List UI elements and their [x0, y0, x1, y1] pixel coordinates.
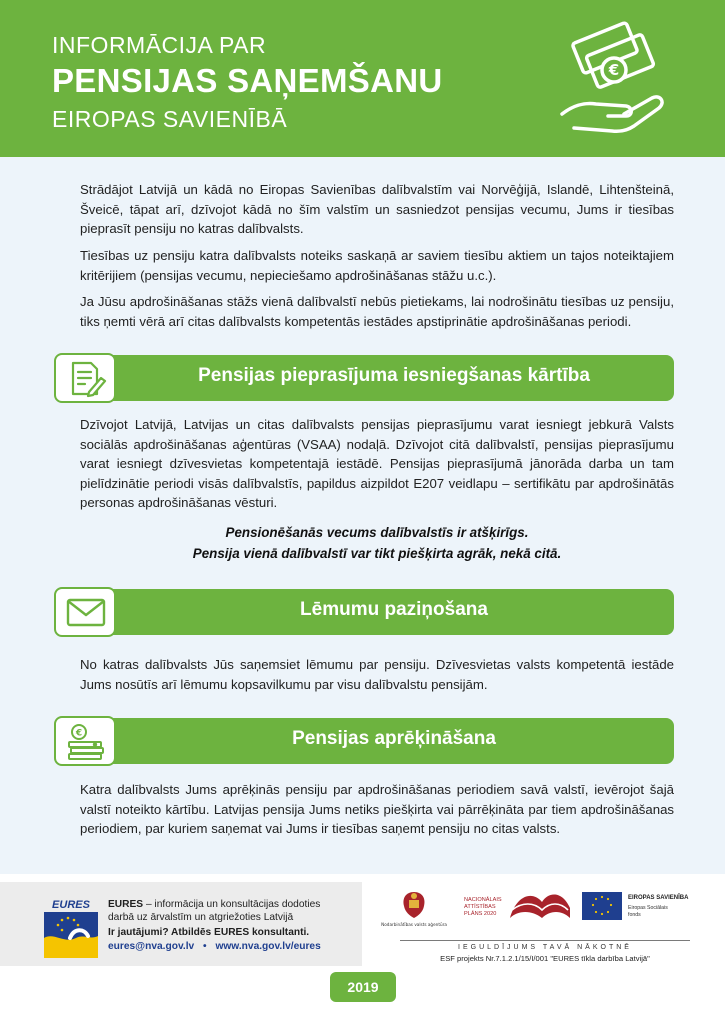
- section-icon-box: [54, 716, 116, 766]
- eures-description: [108, 898, 320, 924]
- money-stack-icon: [65, 723, 107, 761]
- eu-line-1: EIROPAS SAVIENĪBA: [628, 895, 689, 901]
- emphasis-line-1: Pensionēšanās vecums dalībvalstīs ir atšķirīgs.: [225, 525, 529, 540]
- eu-line-3: fonds: [628, 912, 641, 918]
- partner-logos: [381, 888, 698, 936]
- bullet-separator: •: [203, 941, 207, 952]
- svg-text:EURES: EURES: [52, 899, 90, 911]
- section-title: Pensijas pieprasījuma iesniegšanas kārtība: [198, 365, 590, 386]
- section-application-procedure: [54, 353, 674, 403]
- section-title: Lēmumu paziņošana: [300, 599, 488, 620]
- nap-line-3: PLĀNS 2020: [464, 911, 497, 917]
- section-3-text: Katra dalībvalsts Jums aprēķinās pensiju par apdrošināšanas periodiem savā valstī, ievērojot šajā valstī noteikto kārtību. Latvijas pensija Jums netiks piešķirta vai pārrēķināta par tiem apdrošināšanas periodiem, par kuriem saņemat vai Jums ir tiesības saņemt pensiju no citas valsts.: [80, 782, 674, 836]
- nva-crest-logo: [403, 892, 424, 918]
- emphasis-line-2: Pensija vienā dalībvalstī var tikt piešķirta agrāk, nekā citā.: [192, 546, 562, 561]
- section-decision-notification: [54, 587, 674, 637]
- nap-line-2: ATTĪSTĪBAS: [464, 904, 496, 910]
- section-icon-box: [54, 353, 116, 403]
- header-banner: [0, 0, 725, 157]
- money-hand-icon: [556, 18, 676, 138]
- eures-contacts: [108, 941, 321, 952]
- section-icon-box: [54, 587, 116, 637]
- eures-website-link[interactable]: www.nva.gov.lv/eures: [215, 941, 321, 952]
- eures-name: EURES: [108, 899, 144, 910]
- year-badge: 2019: [330, 972, 396, 1002]
- envelope-icon: [65, 594, 107, 632]
- title-line-2: PENSIJAS SAŅEMŠANU: [52, 62, 443, 99]
- document-pencil-icon: [65, 360, 107, 398]
- section-pension-calculation: [54, 716, 674, 766]
- intro-paragraph-1: Strādājot Latvijā un kādā no Eiropas Savienības dalībvalstīm vai Norvēģijā, Islandē, Lihtenšteinā, Šveicē, tāpat arī, dzīvojot kādā no šīm valstīm un sasniedzot pensijas vecumu, Jums ir tiesības pieprasīt pensiju no katras dalībvalsts.: [80, 182, 674, 236]
- nap-line-1: NACIONĀLAIS: [464, 897, 502, 903]
- title-line-3: EIROPAS SAVIENĪBĀ: [52, 106, 288, 132]
- coin-euro-sign: €: [75, 728, 83, 739]
- partner-divider: [400, 940, 690, 941]
- section-title: Pensijas aprēķināšana: [292, 728, 496, 749]
- eures-email-link[interactable]: eures@nva.gov.lv: [108, 941, 195, 952]
- section-1-text: Dzīvojot Latvijā, Latvijas un citas dalībvalsts pensijas pieprasījumu varat iesniegt jebkurā Valsts sociālās apdrošināšanas aģentūras (VSAA) nodaļā. Dzīvojot citā dalībvalstī, pensijas pieprasījumu varat iesniegt dzīvesvietas kompetentajā iestādē. Pensijas pieprasījumā jānorāda darba un tam pielīdzinātie periodi visās dalībvalstīs, papildus aizpildot E207 veidlapu – sertifikātu par apdrošinātās personas apdrošināšanas vēsturi.: [80, 417, 674, 510]
- section-2-text: No katras dalībvalsts Jūs saņemsiet lēmumu par pensiju. Dzīvesvietas valsts kompetentā iestāde Jums nosūtīs arī lēmumu kopsavilkumu par visu dalībvalstu pensijām.: [80, 657, 674, 692]
- esf-project-number: ESF projekts Nr.7.1.2.1/15/I/001 "EURES tīkla darbība Latvijā": [440, 954, 650, 963]
- eures-desc-1: – informācija un konsultācijas dodoties: [143, 899, 321, 910]
- eures-question: Ir jautājumi? Atbildēs EURES konsultanti.: [108, 927, 310, 938]
- agency-name: Nodarbinātības valsts aģentūra: [381, 922, 447, 927]
- eures-desc-2: darbā uz ārvalstīm un atgriežoties Latvijā: [108, 912, 294, 923]
- euro-sign: €: [608, 61, 620, 79]
- eu-line-2: Eiropas Sociālais: [628, 905, 668, 911]
- eures-info-box: [0, 882, 362, 966]
- eures-logo: [40, 898, 102, 962]
- intro-paragraph-2: Tiesības uz pensiju katra dalībvalsts noteiks saskaņā ar saviem tiesību aktiem un tajos noteiktajiem kritērijiem (pensijas vecumu, nepieciešamo apdrošināšanas stāžu u.c.).: [80, 248, 674, 283]
- intro-paragraph-3: Ja Jūsu apdrošināšanas stāžs vienā dalībvalstī nebūs pietiekams, lai nodrošinātu tiesības uz pensiju, tiks ņemti vērā arī citas dalībvalsts kompetentās iestādes apstiprinātie apdrošināšanas periodi.: [80, 294, 674, 329]
- investment-slogan: IEGULDĪJUMS TAVĀ NĀKOTNĒ: [458, 944, 632, 951]
- title-line-1: INFORMĀCIJA PAR: [52, 32, 267, 58]
